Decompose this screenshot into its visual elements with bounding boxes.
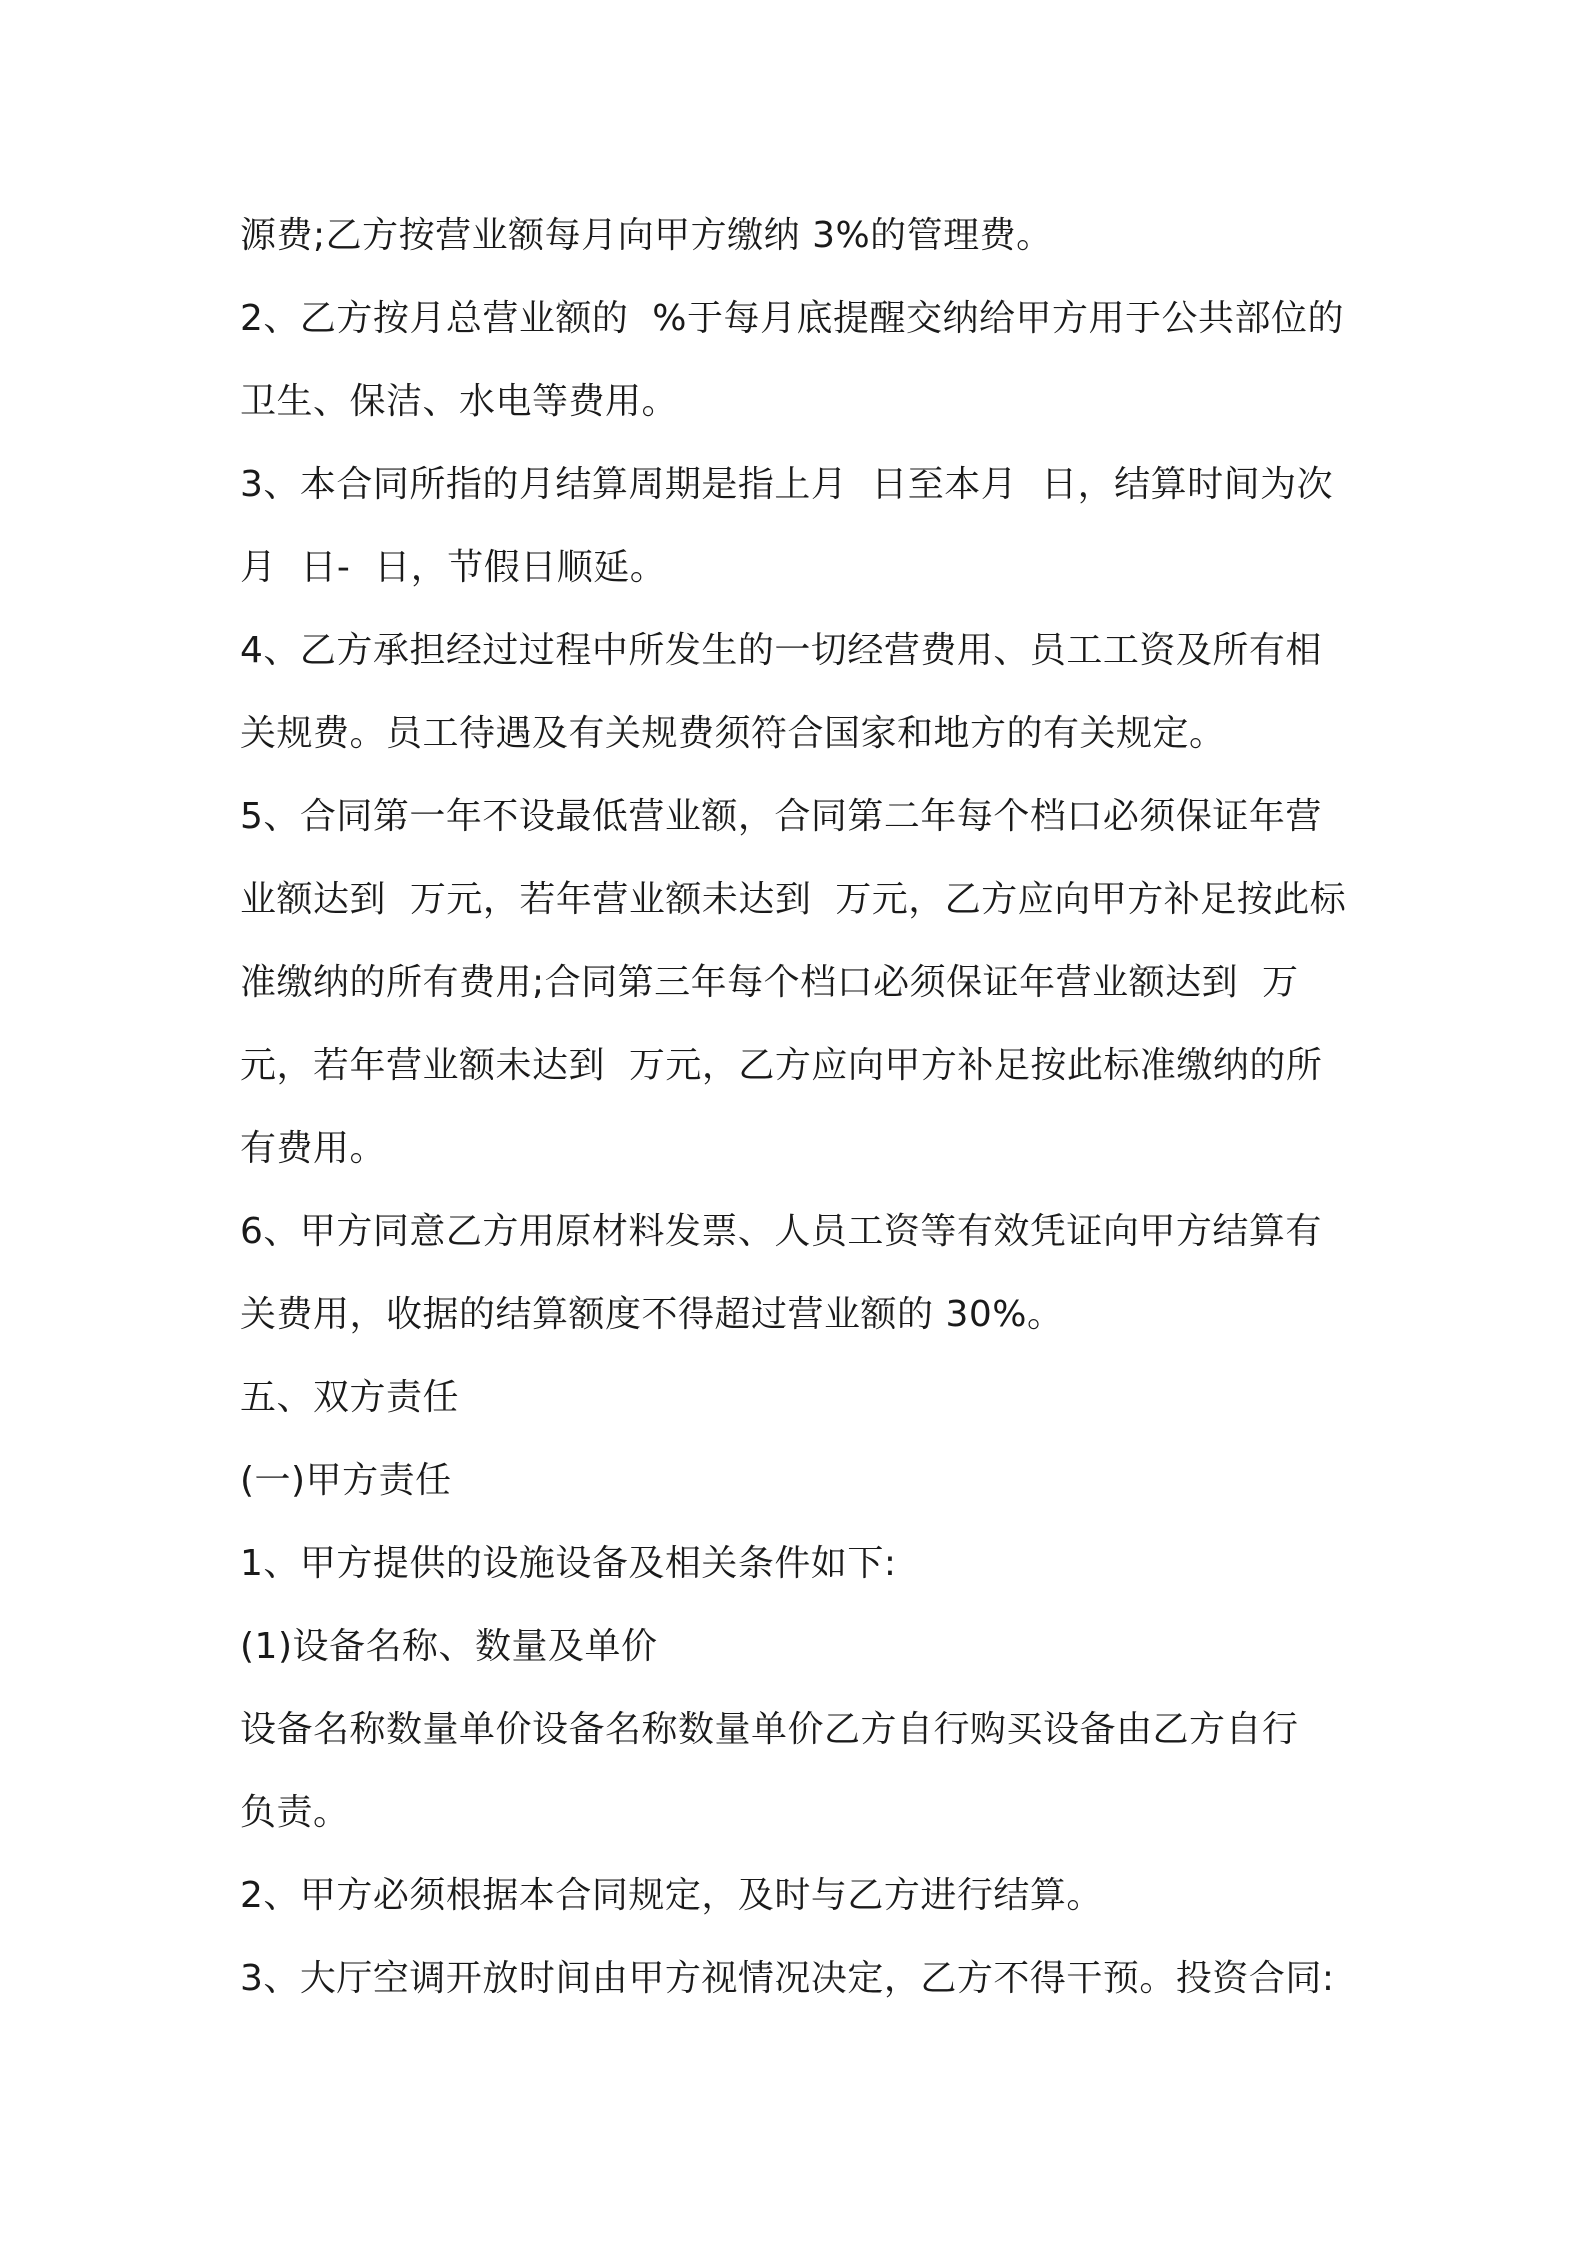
text-line: 5、合同第一年不设最低营业额，合同第二年每个档口必须保证年营 (240, 796, 1322, 837)
text-line: 准缴纳的所有费用;合同第三年每个档口必须保证年营业额达到 万 (240, 962, 1299, 1003)
text-line: 关费用，收据的结算额度不得超过营业额的 30%。 (240, 1294, 1064, 1335)
text-line: 月 日- 日，节假日顺延。 (240, 547, 667, 588)
text-line: 源费;乙方按营业额每月向甲方缴纳 3%的管理费。 (240, 215, 1053, 256)
text-line: 设备名称数量单价设备名称数量单价乙方自行购买设备由乙方自行 (240, 1709, 1299, 1750)
text-line: 6、甲方同意乙方用原材料发票、人员工资等有效凭证向甲方结算有 (240, 1211, 1322, 1252)
text-line: 2、乙方按月总营业额的 %于每月底提醒交纳给甲方用于公共部位的 (240, 298, 1344, 339)
document-body (240, 194, 1360, 2020)
text-line: 关规费。员工待遇及有关规费须符合国家和地方的有关规定。 (240, 713, 1226, 754)
text-line: 3、本合同所指的月结算周期是指上月 日至本月 日，结算时间为次 (240, 464, 1334, 505)
text-line: 元，若年营业额未达到 万元，乙方应向甲方补足按此标准缴纳的所 (240, 1045, 1323, 1086)
section-heading: 五、双方责任 (240, 1377, 460, 1418)
text-line: 1、甲方提供的设施设备及相关条件如下: (240, 1543, 897, 1584)
text-line: 卫生、保洁、水电等费用。 (240, 381, 679, 422)
text-line: 2、甲方必须根据本合同规定，及时与乙方进行结算。 (240, 1875, 1103, 1916)
text-line: (1)设备名称、数量及单价 (240, 1626, 658, 1667)
text-line: 4、乙方承担经过过程中所发生的一切经营费用、员工工资及所有相 (240, 630, 1322, 671)
text-line: 业额达到 万元，若年营业额未达到 万元，乙方应向甲方补足按此标 (240, 879, 1347, 920)
subsection-heading: (一)甲方责任 (240, 1460, 452, 1501)
text-line: 有费用。 (240, 1128, 387, 1169)
text-line: 3、大厅空调开放时间由甲方视情况决定，乙方不得干预。投资合同: (240, 1958, 1335, 1999)
text-line: 负责。 (240, 1792, 350, 1833)
